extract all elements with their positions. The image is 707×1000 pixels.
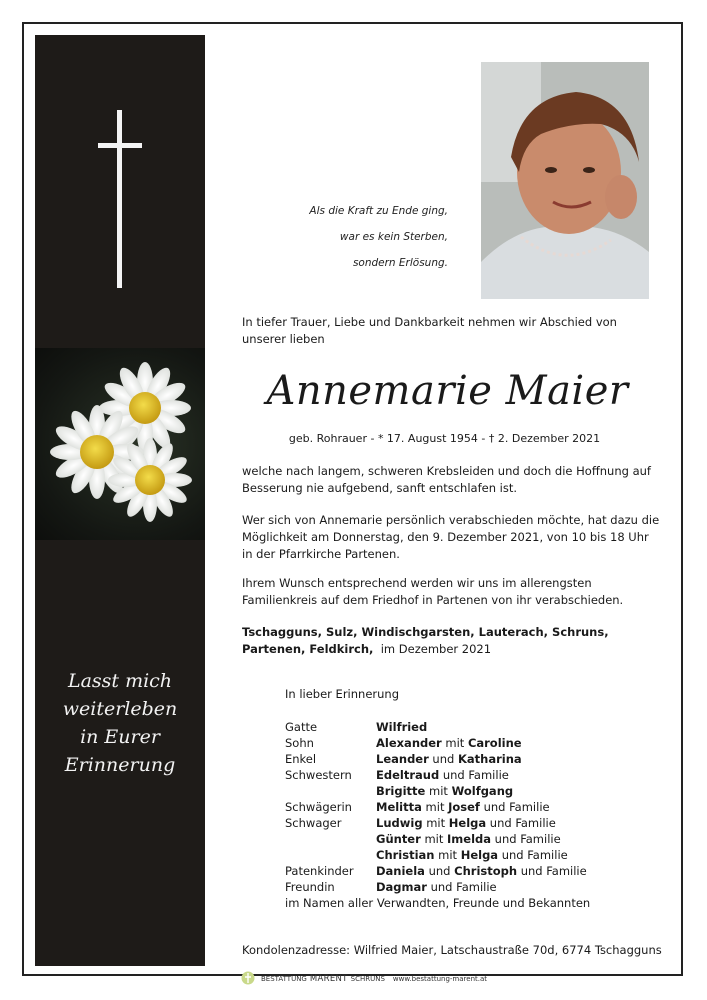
family-role: Enkel <box>285 752 317 766</box>
family-member-name: Melitta <box>376 800 422 814</box>
family-member-name: Helga <box>460 848 499 862</box>
family-member-name: Alexander <box>376 736 442 750</box>
announcement-date: im Dezember 2021 <box>380 642 492 656</box>
cross-icon-bar <box>98 143 142 148</box>
family-role: Gatte <box>285 720 318 734</box>
poem-line: sondern Erlösung. <box>352 257 448 269</box>
life-dates: geb. Rohrauer - * 17. August 1954 - † 2. Dezember 2021 <box>288 432 601 445</box>
family-member-name: Dagmar <box>376 880 427 894</box>
family-connector: mit <box>441 736 468 750</box>
family-connector: und <box>428 752 458 766</box>
footer-website[interactable]: www.bestattung-marent.at <box>392 975 488 983</box>
family-connector: und <box>424 864 455 878</box>
family-role: Freundin <box>285 880 335 894</box>
sidebar <box>35 35 205 966</box>
leaf-logo-icon <box>241 971 255 987</box>
family-row <box>285 799 587 815</box>
footer-location: SCHRUNS <box>350 975 385 983</box>
family-names <box>376 863 587 879</box>
family-member-name: Brigitte <box>376 784 426 798</box>
poem-line: Als die Kraft zu Ende ging, <box>309 205 448 217</box>
family-names <box>376 783 513 799</box>
footer-prefix: BESTATTUNG <box>261 975 307 983</box>
family-names <box>376 815 556 831</box>
family-connector: und Familie <box>439 768 509 782</box>
intro-text: In tiefer Trauer, Liebe und Dankbarkeit nehmen wir Abschied von unserer lieben <box>242 315 617 346</box>
family-connector: mit <box>421 800 449 814</box>
places-list: Tschagguns, Sulz, Windischgarsten, Lauterach, Schruns, Partenen, Feldkirch, <box>242 625 609 656</box>
paragraph-illness: welche nach langem, schweren Krebsleiden und doch die Hoffnung auf Besserung nie aufgebend, sanft entschlafen ist. <box>242 464 651 495</box>
family-member-name: Imelda <box>447 832 492 846</box>
family-connector: und Familie <box>426 880 497 894</box>
family-role: Schwager <box>285 816 342 830</box>
family-member-name: Daniela <box>376 864 425 878</box>
family-connector: und Familie <box>486 816 556 830</box>
family-names <box>376 719 427 735</box>
family-connector: und Familie <box>498 848 568 862</box>
footer <box>241 971 487 987</box>
family-names <box>376 767 509 783</box>
family-member-name: Wolfgang <box>451 784 514 798</box>
family-connector: und Familie <box>491 832 561 846</box>
family-connector: mit <box>434 848 461 862</box>
family-member-name: Josef <box>448 800 480 814</box>
family-row <box>285 879 587 895</box>
family-connector: und Familie <box>517 864 587 878</box>
daisy-illustration <box>35 348 205 540</box>
family-role <box>285 831 376 847</box>
family-connector: und Familie <box>479 800 550 814</box>
family-row <box>285 863 587 879</box>
family-member-name: Leander <box>376 752 429 766</box>
family-role <box>285 783 376 799</box>
sidebar-quote <box>35 667 205 779</box>
family-role: Sohn <box>285 736 314 750</box>
family-connector: mit <box>425 784 452 798</box>
family-member-name: Wilfried <box>376 720 428 734</box>
family-role: Schwestern <box>285 768 352 782</box>
family-row <box>285 751 587 767</box>
portrait-photo <box>481 62 649 299</box>
family-row <box>285 815 587 831</box>
cross-icon <box>117 110 122 288</box>
family-member-name: Katharina <box>457 752 522 766</box>
paragraph-burial: Ihrem Wunsch entsprechend werden wir uns im allerengsten Familienkreis auf dem Friedhof in Partenen von ihr verabschieden. <box>242 576 624 607</box>
family-names <box>376 847 568 863</box>
family-row <box>285 719 587 735</box>
closing-line: im Namen aller Verwandten, Freunde und Bekannten <box>285 896 591 910</box>
condolence-address: Kondolenzadresse: Wilfried Maier, Latschaustraße 70d, 6774 Tschagguns <box>242 943 662 957</box>
family-connector: mit <box>422 816 449 830</box>
footer-brand: MARENT <box>309 974 348 984</box>
family-list <box>285 719 587 895</box>
family-row <box>285 847 587 863</box>
family-connector: mit <box>420 832 448 846</box>
family-role: Patenkinder <box>285 864 354 878</box>
family-member-name: Christian <box>376 848 435 862</box>
family-row <box>285 831 587 847</box>
family-member-name: Christoph <box>454 864 518 878</box>
family-row <box>285 783 587 799</box>
deceased-name: Annemarie Maier <box>266 368 629 414</box>
family-role <box>285 847 376 863</box>
family-member-name: Ludwig <box>376 816 423 830</box>
sidebar-quote-line: weiterleben <box>62 698 178 720</box>
family-names <box>376 735 522 751</box>
portrait-illustration <box>481 62 649 299</box>
family-member-name: Helga <box>448 816 487 830</box>
paragraph-viewing: Wer sich von Annemarie persönlich verabschieden möchte, hat dazu die Möglichkeit am Donnerstag, den 9. Dezember 2021, von 10 bis 18 Uhr in der Pfarrkirche Partenen. <box>242 513 660 561</box>
sidebar-quote-line: in Eurer <box>80 726 160 748</box>
sidebar-quote-line: Lasst mich <box>67 670 173 692</box>
memorial-title: In lieber Erinnerung <box>285 687 400 701</box>
poem-line: war es kein Sterben, <box>339 231 448 243</box>
family-row <box>285 735 587 751</box>
family-member-name: Edeltraud <box>376 768 440 782</box>
family-role: Schwägerin <box>285 800 352 814</box>
family-member-name: Günter <box>376 832 421 846</box>
family-names <box>376 751 522 767</box>
daisy-flowers-image <box>35 348 205 540</box>
family-row <box>285 767 587 783</box>
sidebar-quote-line: Erinnerung <box>64 754 176 776</box>
family-names <box>376 831 561 847</box>
family-names <box>376 799 550 815</box>
family-names <box>376 879 497 895</box>
places-and-date <box>242 624 662 658</box>
poem <box>290 198 448 276</box>
family-member-name: Caroline <box>467 736 522 750</box>
